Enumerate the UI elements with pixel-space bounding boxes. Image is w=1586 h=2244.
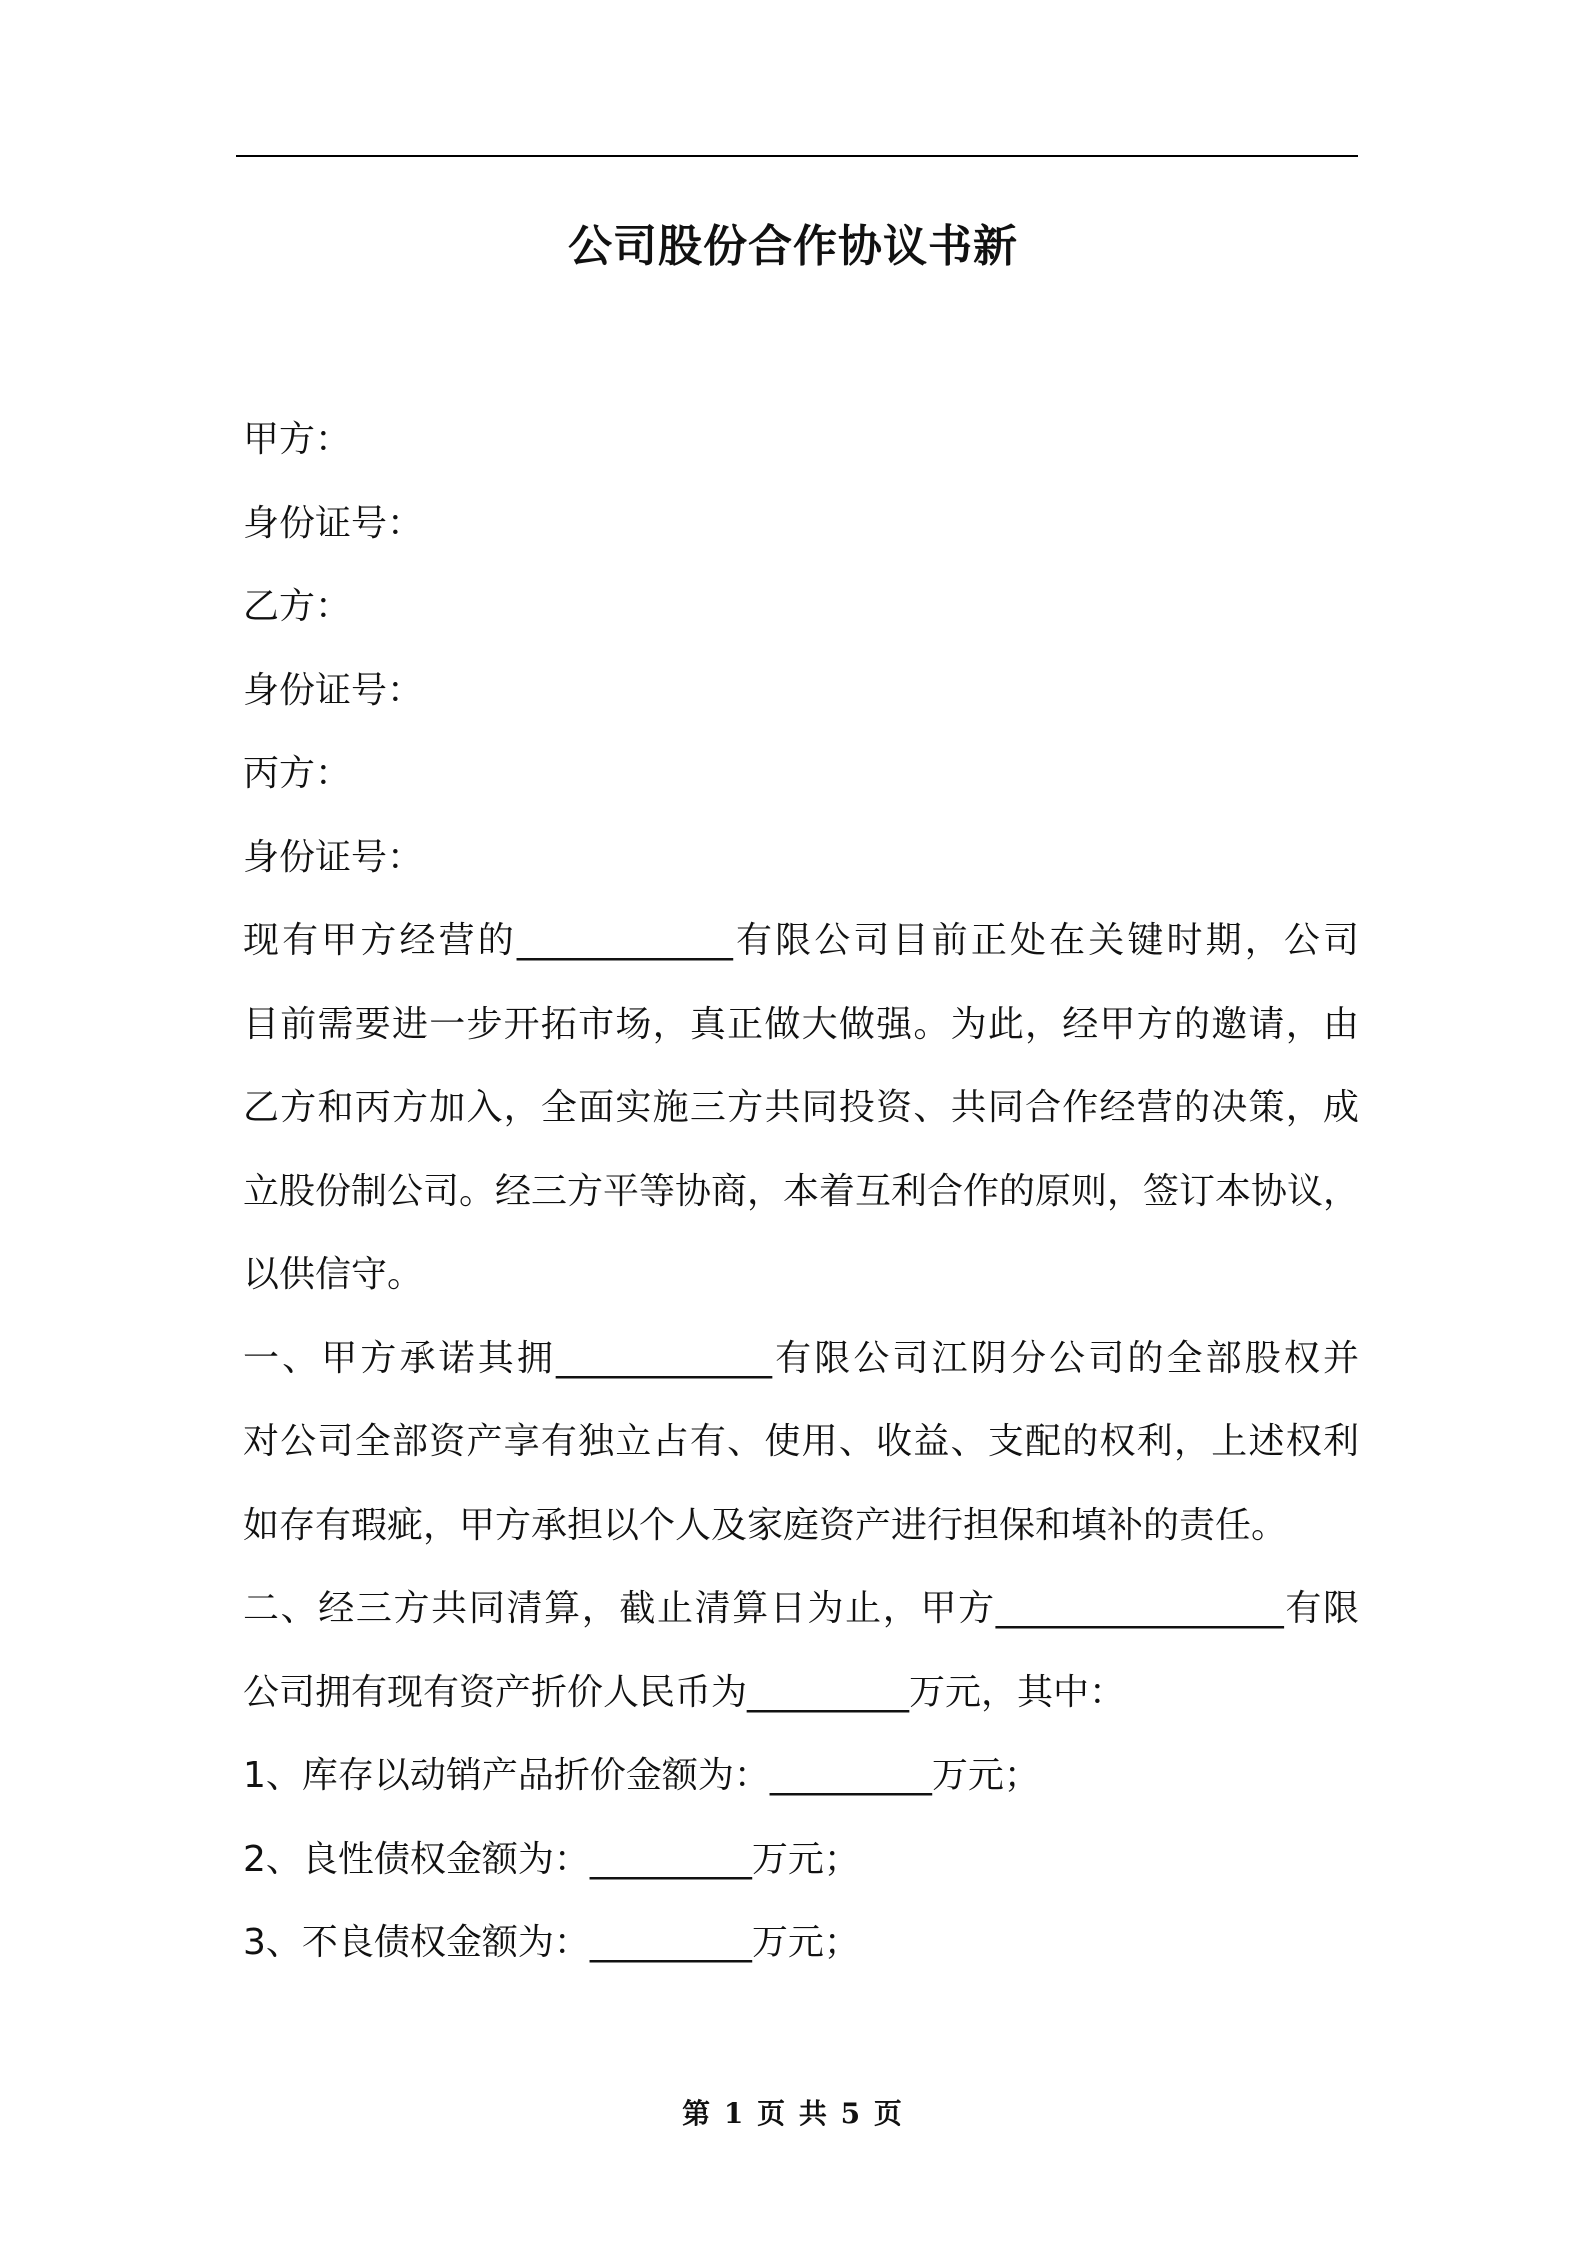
preamble-line: 乙方和丙方加入，全面实施三方共同投资、共同合作经营的决策，成 [243, 1087, 1359, 1128]
clause-two-line: 公司拥有现有资产折价人民币为_________万元，其中： [243, 1671, 1126, 1713]
header-rule [236, 155, 1358, 157]
clause-one-paragraph [243, 1317, 1359, 1568]
preamble-paragraph [243, 899, 1359, 1317]
asset-item-inventory: 1、库存以动销产品折价金额为：_________万元； [243, 1755, 1040, 1796]
document-body [243, 398, 1359, 1985]
document-title: 公司股份合作协议书新 [568, 221, 1018, 272]
party-c-id-label: 身份证号： [243, 836, 424, 878]
preamble-line: 现有甲方经营的____________有限公司目前正处在关键时期，公司 [243, 920, 1359, 961]
preamble-line: 立股份制公司。经三方平等协商，本着互利合作的原则，签订本协议， [243, 1170, 1360, 1212]
clause-one-line: 一、甲方承诺其拥____________有限公司江阴分公司的全部股权并 [243, 1337, 1359, 1379]
parties-block [243, 398, 1359, 899]
party-b-id-label: 身份证号： [243, 669, 424, 711]
party-a-id-label: 身份证号： [243, 502, 424, 544]
clause-two-line: 二、经三方共同清算，截止清算日为止，甲方________________有限 [243, 1588, 1359, 1629]
asset-item-bad-debt: 3、不良债权金额为：_________万元； [243, 1922, 860, 1963]
party-b-label: 乙方： [243, 586, 352, 627]
preamble-line: 以供信守。 [243, 1254, 424, 1295]
clause-two-paragraph [243, 1567, 1359, 1734]
preamble-line: 目前需要进一步开拓市场，真正做大做强。为此，经甲方的邀请，由 [243, 1003, 1359, 1045]
asset-item-good-debt: 2、良性债权金额为：_________万元； [243, 1838, 860, 1880]
page-number-footer: 第 1 页 共 5 页 [682, 2097, 904, 2130]
clause-one-line: 如存有瑕疵，甲方承担以个人及家庭资产进行担保和填补的责任。 [243, 1504, 1288, 1546]
clause-one-line: 对公司全部资产享有独立占有、使用、收益、支配的权利，上述权利 [243, 1421, 1359, 1462]
party-c-label: 丙方： [243, 753, 352, 794]
asset-items-list [243, 1734, 1359, 1985]
party-a-label: 甲方： [243, 419, 352, 460]
